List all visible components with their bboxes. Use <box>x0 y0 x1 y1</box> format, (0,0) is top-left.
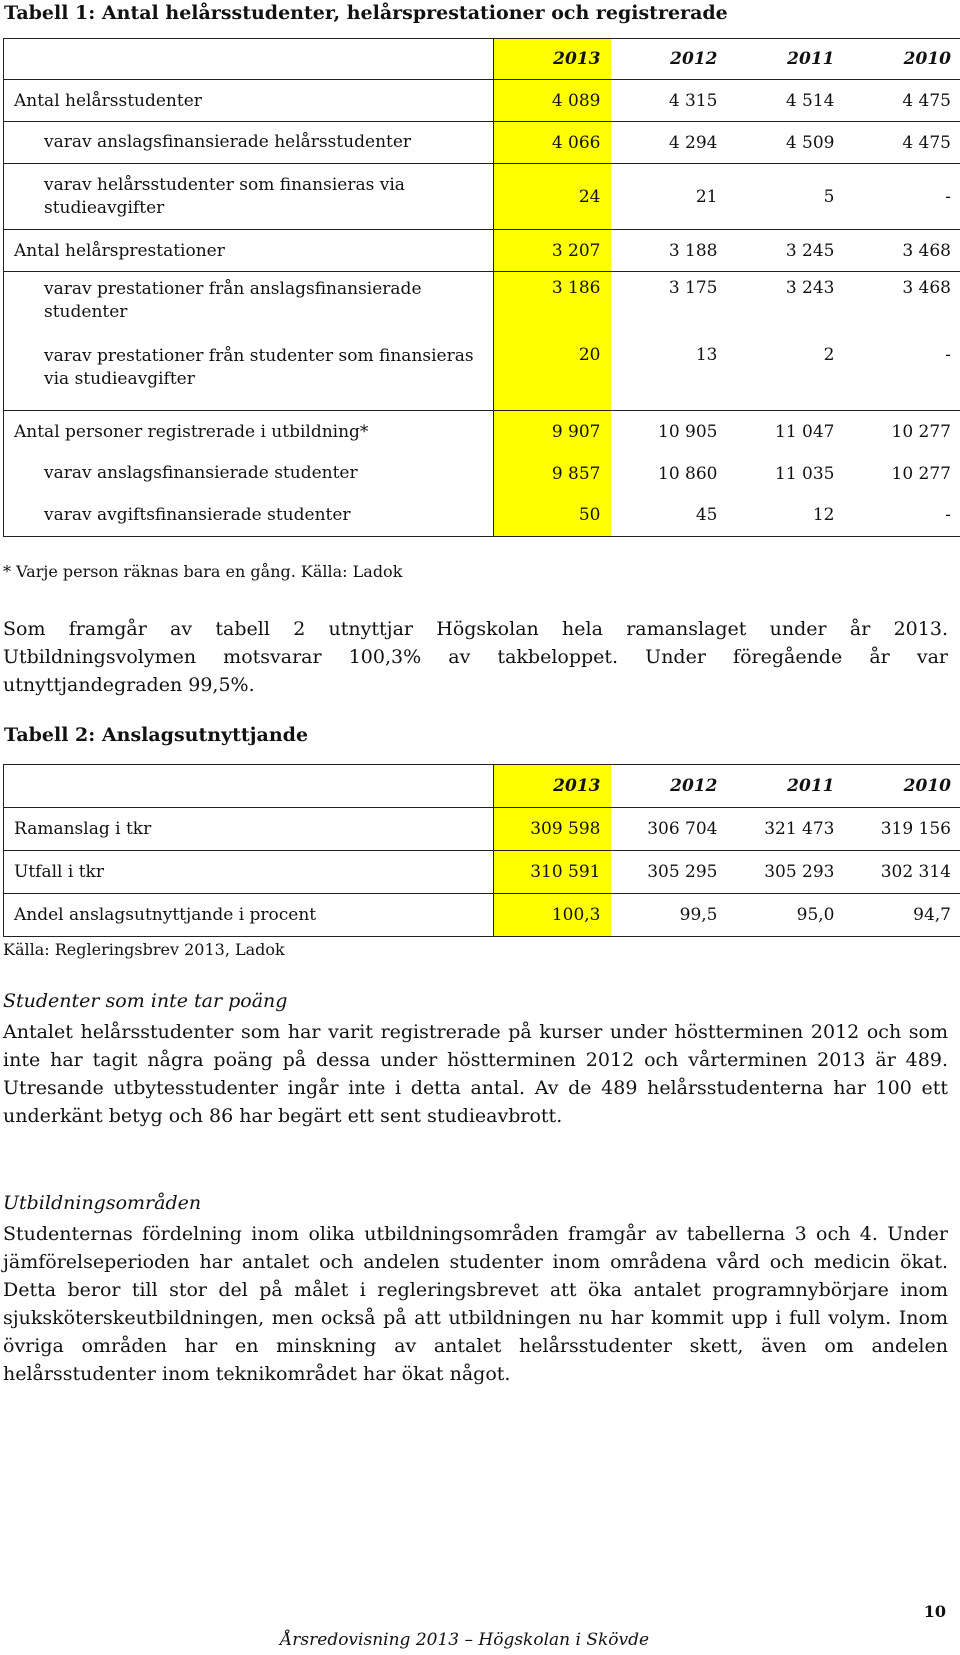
cell-2011: 12 <box>728 495 845 537</box>
table-row <box>4 411 960 453</box>
table-row <box>4 894 960 937</box>
cell-2010: 302 314 <box>845 851 960 894</box>
section-text-studenter: Antalet helårsstudenter som har varit registrerade på kurser under höstterminen 2012 och som inte har tagit några poäng på dessa under höstterminen 2012 och vårterminen 2013 är 489. Utresande utbytesstudenter ingår inte i detta antal. Av de 489 helårsstudenterna har 100 ett underkänt betyg och 86 har begärt ett sent studieavbrott. <box>3 1021 948 1127</box>
cell-2011: 11 035 <box>775 463 835 484</box>
cell-2012: 4 315 <box>611 80 728 122</box>
row-label: varav helårsstudenter som finansieras via studieavgifter <box>4 164 494 230</box>
table2-note: Källa: Regleringsbrev 2013, Ladok <box>3 940 285 959</box>
cell-2010: 319 156 <box>845 808 960 851</box>
cell-2011: 95,0 <box>728 894 845 937</box>
table-row <box>4 453 960 495</box>
cell-2012: 45 <box>611 495 728 537</box>
cell-2010: - <box>845 495 960 537</box>
cell-2013: 9 857 <box>494 453 611 495</box>
row-label: Antal personer registrerade i utbildning* <box>4 411 494 453</box>
row-label: varav avgiftsfinansierade studenter <box>4 495 494 537</box>
cell-2011: 305 293 <box>728 851 845 894</box>
cell-2013: 3 186 <box>494 272 611 339</box>
table-row <box>4 495 960 537</box>
cell-2012: 21 <box>611 164 728 230</box>
cell-2012: 10 905 <box>611 411 728 453</box>
table1-note: * Varje person räknas bara en gång. Källa: Ladok <box>3 562 403 581</box>
cell-2012: 3 188 <box>611 230 728 272</box>
row-label: Antal helårsprestationer <box>4 230 494 272</box>
page-number: 10 <box>923 1602 946 1621</box>
row-label: varav anslagsfinansierade helårsstudenter <box>4 122 494 164</box>
table-row <box>4 122 960 164</box>
table-row <box>4 339 960 411</box>
table-row <box>4 80 960 122</box>
cell-2010: 3 468 <box>845 230 960 272</box>
row-label: Ramanslag i tkr <box>4 808 494 851</box>
table1-year-2011: 2011 <box>728 39 845 80</box>
cell-2013: 9 907 <box>494 411 611 453</box>
table1-year-2012: 2012 <box>611 39 728 80</box>
table2-year-2011: 2011 <box>728 765 845 808</box>
paragraph-intro: Som framgår av tabell 2 utnyttjar Högskolan hela ramanslaget under år 2013. Utbildningsvolymen motsvarar 100,3% av takbeloppet. Under föregående år var utnyttjandegraden 99,5%. <box>3 618 948 696</box>
cell-2011: 2 <box>823 344 835 365</box>
cell-2013: 24 <box>494 164 611 230</box>
table1-title: Tabell 1: Antal helårsstudenter, helårsprestationer och registrerade <box>4 2 728 24</box>
cell-2011: 4 509 <box>728 122 845 164</box>
cell-2012: 305 295 <box>611 851 728 894</box>
cell-2013: 20 <box>494 339 611 411</box>
row-label: varav prestationer från studenter som finansieras via studieavgifter <box>4 339 494 411</box>
cell-2013: 3 207 <box>494 230 611 272</box>
table2-title: Tabell 2: Anslagsutnyttjande <box>4 724 309 746</box>
cell-2013: 4 089 <box>494 80 611 122</box>
row-label: varav anslagsfinansierade studenter <box>4 453 494 495</box>
cell-2012: 10 860 <box>658 463 718 484</box>
cell-2010: - <box>845 164 960 230</box>
table2 <box>3 764 960 937</box>
cell-2010: - <box>845 339 960 411</box>
table-row <box>4 272 960 339</box>
cell-2010: 4 475 <box>845 122 960 164</box>
table-row <box>4 230 960 272</box>
cell-2012: 99,5 <box>611 894 728 937</box>
table2-year-2013: 2013 <box>494 765 611 808</box>
cell-2011: 3 245 <box>728 230 845 272</box>
cell-2013: 4 066 <box>494 122 611 164</box>
table1-year-2013: 2013 <box>494 39 611 80</box>
footer-text: Årsredovisning 2013 – Högskolan i Skövde <box>280 1630 650 1650</box>
row-label: Andel anslagsutnyttjande i procent <box>4 894 494 937</box>
cell-2012: 4 294 <box>611 122 728 164</box>
section-heading-studenter: Studenter som inte tar poäng <box>3 990 288 1012</box>
cell-2013: 50 <box>494 495 611 537</box>
cell-2010: 94,7 <box>845 894 960 937</box>
cell-2011: 3 243 <box>728 272 845 339</box>
cell-2013: 100,3 <box>494 894 611 937</box>
table2-year-2010: 2010 <box>845 765 960 808</box>
cell-2013: 309 598 <box>494 808 611 851</box>
cell-2012: 3 175 <box>611 272 728 339</box>
table-row <box>4 808 960 851</box>
section-text-utbildningsomraden: Studenternas fördelning inom olika utbildningsområden framgår av tabellerna 3 och 4. Under jämförelseperioden har antalet och andelen studenter inom områdena vård och medicin ökat. Detta beror till stor del på målet i regleringsbrevet att öka antalet programnybörjare inom sjuksköterskeutbildningen, men också på att utbildningen nu har kommit upp i full volym. Inom övriga områden har en minskning av antalet helårsstudenter skett, även om andelen helårsstudenter inom teknikområdet har ökat något. <box>3 1223 948 1385</box>
section-heading-utbildningsomraden: Utbildningsområden <box>3 1192 202 1214</box>
cell-2012: 13 <box>695 344 718 365</box>
cell-2011: 4 514 <box>728 80 845 122</box>
cell-2011: 321 473 <box>728 808 845 851</box>
cell-2010: 10 277 <box>845 453 960 495</box>
table-row <box>4 164 960 230</box>
table1-header-row <box>4 39 960 80</box>
row-label: varav prestationer från anslagsfinansierade studenter <box>4 272 494 339</box>
table2-header-row <box>4 765 960 808</box>
table1-year-2010: 2010 <box>845 39 960 80</box>
cell-2013: 310 591 <box>494 851 611 894</box>
cell-2010: 10 277 <box>845 411 960 453</box>
table-row <box>4 851 960 894</box>
row-label: Utfall i tkr <box>4 851 494 894</box>
cell-2010: 4 475 <box>845 80 960 122</box>
cell-2010: 3 468 <box>845 272 960 339</box>
cell-2012: 306 704 <box>611 808 728 851</box>
row-label: Antal helårsstudenter <box>4 80 494 122</box>
table2-year-2012: 2012 <box>611 765 728 808</box>
cell-2011: 5 <box>728 164 845 230</box>
cell-2011: 11 047 <box>728 411 845 453</box>
table1 <box>3 38 960 537</box>
